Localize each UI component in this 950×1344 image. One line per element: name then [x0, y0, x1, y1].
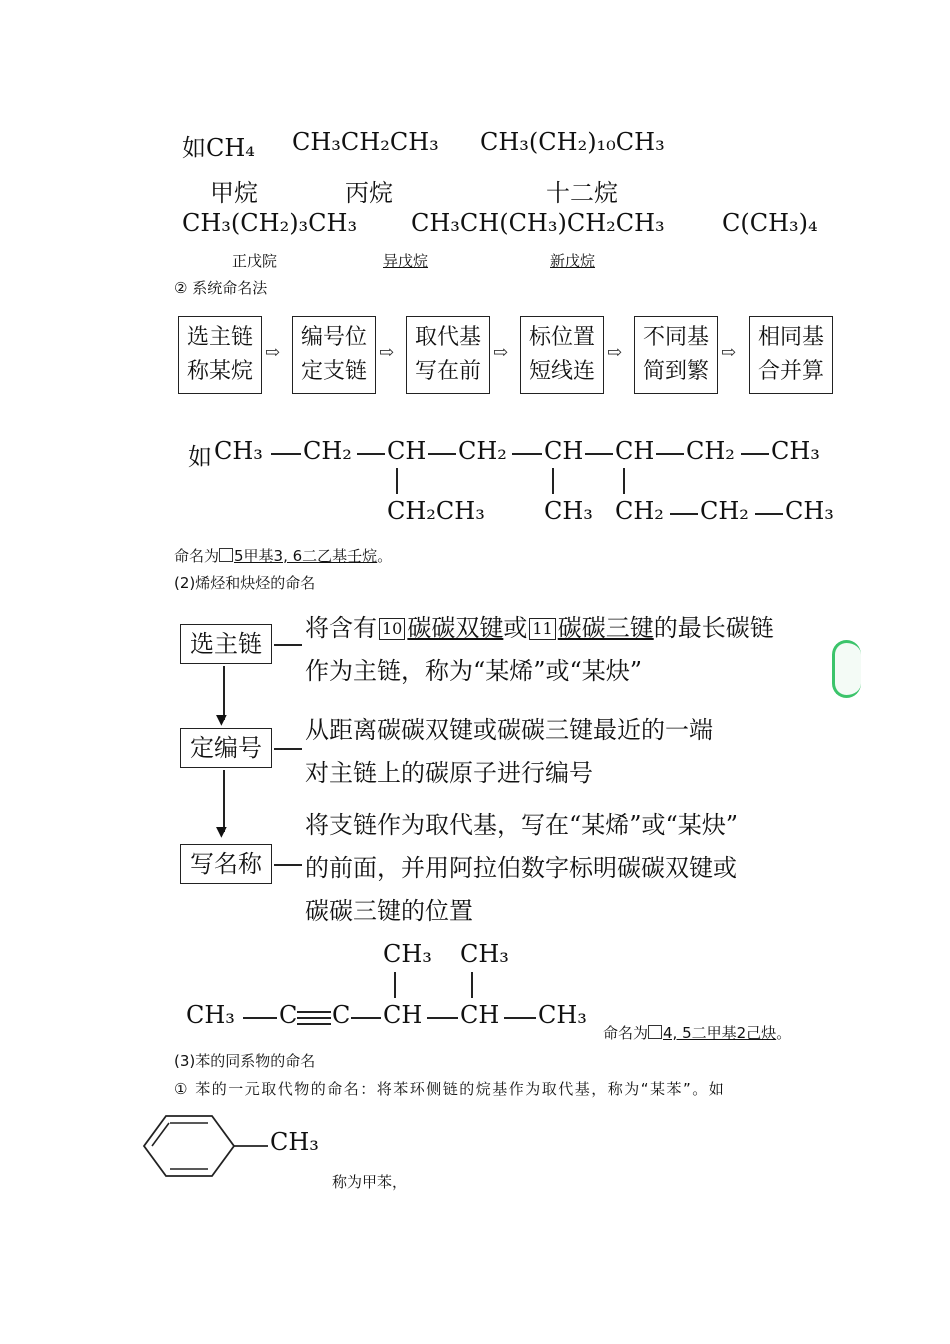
triple-bond-line — [297, 1023, 331, 1025]
system-naming-heading: ② 系统命名法 — [174, 279, 268, 297]
alkane-formula-n-pentane: CH₃(CH₂)₃CH₃ — [182, 209, 358, 237]
benzene-rule: ① 苯的一元取代物的命名：将苯环侧链的烷基作为取代基，称为“某苯”。如 — [174, 1080, 726, 1098]
struct-bond — [271, 453, 301, 455]
flow-step-2-line2: 定支链 — [300, 359, 367, 384]
struct-bond — [670, 513, 698, 515]
alkyne-bond — [427, 1017, 458, 1019]
alkyne-c-1: C — [279, 1001, 298, 1029]
struct-main-ch-a: CH — [387, 437, 427, 465]
struct-main-ch2-a: CH₂ — [303, 437, 352, 465]
alkyne-c-2: C — [332, 1001, 351, 1029]
blank-number-11: 11 — [529, 618, 555, 640]
alkyne-ch-2: CH — [460, 1001, 500, 1029]
alkyne-branch-bond — [394, 972, 396, 998]
alkyne-bond — [504, 1017, 536, 1019]
alkyne-bond — [243, 1017, 277, 1019]
flow-step-3 — [406, 316, 490, 394]
struct-branch-bond — [623, 468, 625, 494]
flow-step-1-line1: 选主链 — [186, 325, 253, 350]
benzene-ring-icon — [136, 1112, 276, 1182]
flow-arrow-icon: ⇨ — [493, 342, 509, 363]
rule-3-line-2: 的前面，并用阿拉伯数字标明碳碳双键或 — [305, 854, 737, 882]
struct-bond — [585, 453, 613, 455]
flow-step-5-line1: 不同基 — [642, 325, 709, 350]
flow-step-5 — [634, 316, 718, 394]
struct-main-ch2-b: CH₂ — [458, 437, 507, 465]
flow-step-6-line2: 合并算 — [757, 359, 824, 384]
struct-main-ch-c: CH — [615, 437, 655, 465]
flow-arrow-icon: ⇨ — [379, 342, 395, 363]
struct-bond — [656, 453, 684, 455]
rule-connector — [274, 864, 302, 866]
alkane-name-n-pentane: 正戊院 — [232, 252, 278, 270]
alkane-name-methane: 甲烷 — [210, 179, 258, 207]
struct-sub-ethyl: CH₂CH₃ — [387, 497, 485, 525]
flow-step-3-line2: 写在前 — [414, 359, 481, 384]
benzene-heading: (3)苯的同系物的命名 — [174, 1052, 316, 1070]
flow-step-3-line1: 取代基 — [414, 325, 481, 350]
rule-1-text-triple-bond: 碳碳三键 — [557, 614, 654, 642]
rule-1-text-a: 将含有 — [305, 614, 377, 642]
rule-box-select-chain: 选主链 — [180, 624, 272, 664]
side-bookmark-icon — [832, 640, 861, 698]
alkane-name-dodecane: 十二烷 — [546, 179, 618, 207]
struct-sub-propyl-1: CH₂ — [615, 497, 664, 525]
flow-step-1-line2: 称某烷 — [186, 359, 253, 384]
rule-1-line-1 — [305, 608, 774, 643]
struct-bond — [428, 453, 456, 455]
toluene-name: 称为甲苯， — [332, 1173, 408, 1191]
rule-1-line-2: 作为主链，称为“某烯”或“某炔” — [305, 657, 643, 685]
struct-main-ch3-right: CH₃ — [771, 437, 820, 465]
alkane-formula-methane: 如CH₄ — [182, 134, 255, 162]
rule-connector — [274, 644, 302, 646]
flow-arrow-icon: ⇨ — [265, 342, 281, 363]
struct-main-ch2-c: CH₂ — [686, 437, 735, 465]
naming-answer: 5甲基3, 6二乙基壬烷 — [234, 547, 378, 565]
alkane-formula-isopentane: CH₃CH(CH₃)CH₂CH₃ — [411, 209, 665, 237]
alkane-formula-dodecane: CH₃(CH₂)₁₀CH₃ — [480, 128, 665, 156]
alkane-formula-propane: CH₃CH₂CH₃ — [292, 128, 439, 156]
flow-step-2-line1: 编号位 — [300, 325, 367, 350]
rule-2-line-2: 对主链上的碳原子进行编号 — [305, 759, 593, 787]
down-arrow-icon: ▼ — [216, 824, 227, 840]
naming-suffix: 。 — [377, 547, 393, 565]
struct-bond — [512, 453, 542, 455]
alkene-heading: (2)烯烃和炔烃的命名 — [174, 574, 316, 592]
naming-result-2 — [603, 1022, 791, 1043]
flow-step-6 — [749, 316, 833, 394]
flow-step-4-line2: 短线连 — [528, 359, 595, 384]
naming-answer: 4, 5二甲基2己炔 — [663, 1024, 777, 1042]
flow-step-2 — [292, 316, 376, 394]
rule-3-line-3: 碳碳三键的位置 — [305, 897, 473, 925]
naming-prefix: 命名为 — [603, 1024, 649, 1042]
rule-1-text-e: 的最长碳链 — [653, 614, 774, 642]
struct-sub-propyl-2: CH₂ — [700, 497, 749, 525]
rule-1-text-c: 或 — [503, 614, 528, 642]
blank-number-10: 10 — [379, 618, 405, 640]
struct-sub-methyl: CH₃ — [544, 497, 593, 525]
rule-connector — [274, 748, 302, 750]
flow-step-5-line2: 简到繁 — [642, 359, 709, 384]
flow-arrow-icon: ⇨ — [721, 342, 737, 363]
struct-main-ch3-left: CH₃ — [214, 437, 263, 465]
triple-bond-line — [297, 1017, 331, 1019]
alkyne-branch-methyl-2: CH₃ — [460, 940, 509, 968]
rule-3-line-1: 将支链作为取代基，写在“某烯”或“某炔” — [305, 811, 739, 839]
alkane-name-isopentane: 异戊烷 — [383, 252, 429, 270]
flow-step-1 — [178, 316, 262, 394]
struct-prefix: 如 — [188, 443, 212, 471]
naming-result-1 — [174, 545, 392, 566]
struct-bond — [357, 453, 385, 455]
alkyne-ch3-left: CH₃ — [186, 1001, 235, 1029]
alkane-name-propane: 丙烷 — [345, 179, 393, 207]
struct-branch-bond — [552, 468, 554, 494]
naming-prefix: 命名为 — [174, 547, 220, 565]
down-arrow-icon: ▼ — [216, 712, 227, 728]
alkyne-bond — [351, 1017, 381, 1019]
flow-step-4 — [520, 316, 604, 394]
rule-box-numbering: 定编号 — [180, 728, 272, 768]
struct-main-ch-b: CH — [544, 437, 584, 465]
toluene-methyl-group: CH₃ — [270, 1128, 319, 1156]
struct-branch-bond — [396, 468, 398, 494]
alkane-name-neopentane: 新戊烷 — [550, 252, 596, 270]
struct-bond — [755, 513, 783, 515]
triple-bond-line — [297, 1011, 331, 1013]
answer-box-icon — [219, 548, 233, 562]
rule-flow-line — [223, 770, 225, 832]
struct-bond — [741, 453, 769, 455]
flow-step-4-line1: 标位置 — [528, 325, 595, 350]
rule-2-line-1: 从距离碳碳双键或碳碳三键最近的一端 — [305, 716, 713, 744]
alkyne-ch3-right: CH₃ — [538, 1001, 587, 1029]
alkane-formula-neopentane: C(CH₃)₄ — [722, 209, 818, 237]
struct-sub-propyl-3: CH₃ — [785, 497, 834, 525]
flow-step-6-line1: 相同基 — [757, 325, 824, 350]
naming-suffix: 。 — [776, 1024, 792, 1042]
answer-box-icon — [648, 1025, 662, 1039]
rule-1-text-double-bond: 碳碳双键 — [407, 614, 504, 642]
alkyne-branch-methyl-1: CH₃ — [383, 940, 432, 968]
rule-box-write-name: 写名称 — [180, 844, 272, 884]
alkyne-ch-1: CH — [383, 1001, 423, 1029]
flow-arrow-icon: ⇨ — [607, 342, 623, 363]
alkyne-branch-bond — [471, 972, 473, 998]
